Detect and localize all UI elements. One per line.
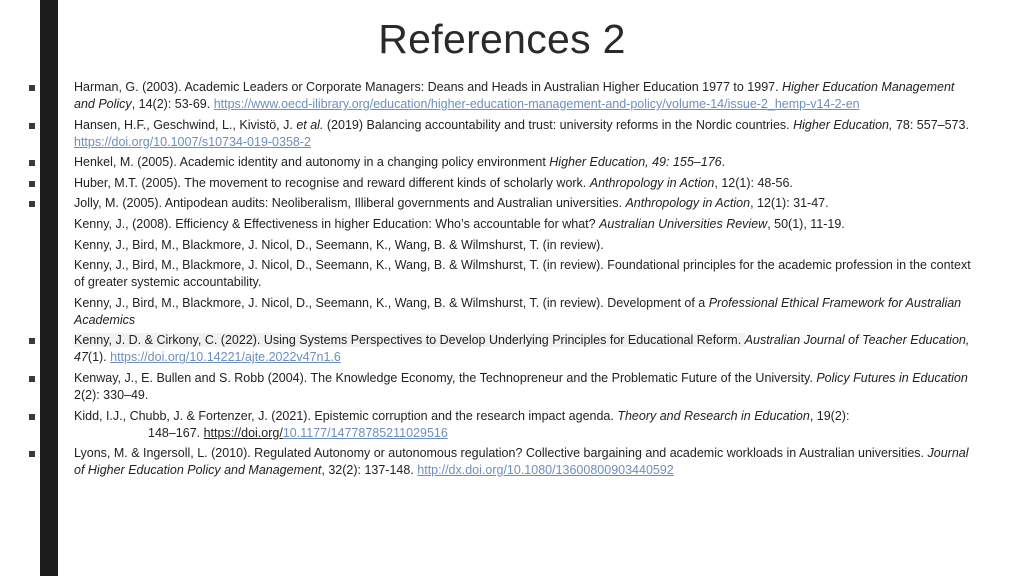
reference-list bbox=[74, 79, 974, 483]
reference-kidd: Kidd, I.J., Chubb, J. & Fortenzer, J. (2021). Epistemic corruption and the research impact agenda. Theory and Research in Education, 19(2): 148–167. https://doi.org/10.1177/14778785211029516 bbox=[74, 408, 974, 442]
reference-kenny-2022: Kenny, J. D. & Cirkony, C. (2022). Using Systems Perspectives to Develop Underlying Principles for Educational Reform. Australian Journal of Teacher Education, 47(1). https://doi.org/10.14221/ajte.2022v47n1.6 bbox=[74, 332, 974, 366]
reference-jolly: Jolly, M. (2005). Antipodean audits: Neoliberalism, Illiberal governments and Australian universities. Anthropology in Action, 12(1): 31-47. bbox=[74, 195, 974, 212]
reference-kenny-review-1: Kenny, J., Bird, M., Blackmore, J. Nicol, D., Seemann, K., Wang, B. & Wilmshurst, T. (in review). bbox=[74, 237, 604, 252]
reference-link[interactable]: https://www.oecd-ilibrary.org/education/higher-education-management-and-policy/volume-14/issue-2_hemp-v14-2-en bbox=[213, 97, 860, 111]
reference-hansen: Hansen, H.F., Geschwind, L., Kivistö, J. et al. (2019) Balancing accountability and trust: university reforms in the Nordic countries. Higher Education, 78: 557–573. https://doi.org/10.1007/s10734-019-0358-2 bbox=[74, 117, 974, 151]
reference-kenny-2008: Kenny, J., (2008). Efficiency & Effectiveness in higher Education: Who’s accountable for what? Australian Universities Review, 50(1), 11-19. bbox=[74, 216, 845, 231]
reference-link[interactable]: https://doi.org/10.14221/ajte.2022v47n1.6 bbox=[110, 350, 341, 365]
reference-kenway: Kenway, J., E. Bullen and S. Robb (2004). The Knowledge Economy, the Technopreneur and the Problematic Future of the University. Policy Futures in Education 2(2): 330–49. bbox=[74, 370, 974, 404]
slide-accent-bar bbox=[40, 0, 58, 576]
reference-henkel: Henkel, M. (2005). Academic identity and autonomy in a changing policy environment Higher Education, 49: 155–176. bbox=[74, 154, 974, 171]
reference-harman: Harman, G. (2003). Academic Leaders or Corporate Managers: Deans and Heads in Australian Higher Education 1977 to 1997. Higher Education Management and Policy, 14(2): 53-69. https://www.oecd-ilibrary.org/education/higher-education-management-and-policy/volume-14/issue-2_hemp-v14-2-en bbox=[74, 79, 974, 113]
reference-link[interactable]: https://doi.org/ bbox=[203, 425, 283, 440]
reference-lyons: Lyons, M. & Ingersoll, L. (2010). Regulated Autonomy or autonomous regulation? Collective bargaining and academic workloads in Australian universities. Journal of Higher Education Policy and Management, 32(2): 137-148. http://dx.doi.org/10.1080/13600800903440592 bbox=[74, 445, 974, 479]
reference-link[interactable]: http://dx.doi.org/10.1080/13600800903440592 bbox=[417, 463, 674, 478]
reference-link-doi[interactable]: 10.1177/14778785211029516 bbox=[282, 425, 448, 440]
reference-kenny-review-3: Kenny, J., Bird, M., Blackmore, J. Nicol, D., Seemann, K., Wang, B. & Wilmshurst, T. (in review). Development of a Professional Ethical Framework for Australian Academics bbox=[74, 295, 962, 327]
slide-title: References 2 bbox=[378, 16, 626, 62]
reference-link[interactable]: https://doi.org/10.1007/s10734-019-0358-2 bbox=[74, 134, 311, 149]
reference-kenny-review-2: Kenny, J., Bird, M., Blackmore, J. Nicol, D., Seemann, K., Wang, B. & Wilmshurst, T. (in review). Foundational principles for the academic profession in the context of greater systemic accountability. bbox=[74, 258, 971, 290]
reference-huber: Huber, M.T. (2005). The movement to recognise and reward different kinds of scholarly work. Anthropology in Action, 12(1): 48-56. bbox=[74, 175, 974, 192]
